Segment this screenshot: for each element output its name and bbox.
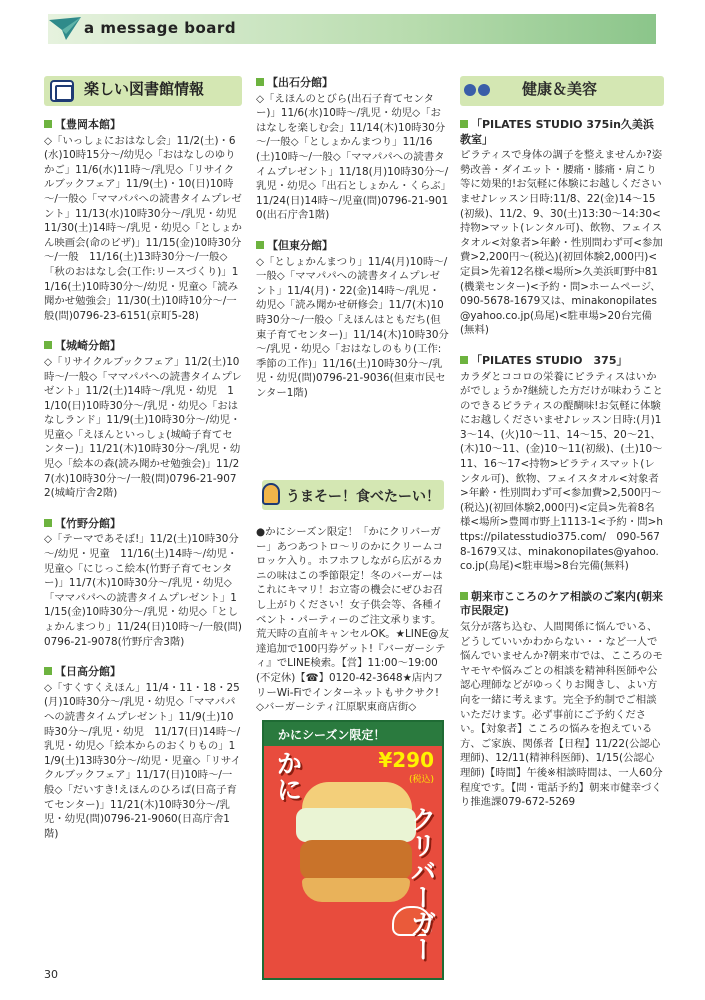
branch-name: 【豊岡本館】 (55, 118, 121, 131)
branch-name: 【城崎分館】 (55, 339, 121, 353)
health-block (460, 590, 664, 810)
ad-banner: かにシーズン限定！ (278, 728, 386, 742)
food-article-text: ●かにシーズン限定！「かにクリバーガー」あつあつトロ～リのかにクリームコロッケ入り。ホフホフしながら広がるカニの味はこの季節限定！冬のバーガーはこれにキマリ！お立寄の機会にぜひお召し上がりください！女子供会等、各種イベント・パーティーのご注文承ります。荒天時の直前キャンセルOK。★LINE@友達追加で100円券ゲット!『バーガーシティ』でLINE検索。【営】11:00～19:00(不定休)【☎】0120-42-3648★店内フリーWi-Fiでインターネットもサクサク! ◇バーガーシティ江原駅東商店街◇ (256, 526, 449, 714)
ad-price-note: (税込) (408, 775, 434, 785)
ad-price: ¥290 (378, 748, 434, 772)
branch-events: ◇「えほんのとびら(出石子育てセンター)」11/6(水)10時～/乳児・幼児◇「おはなしを楽しむ会」11/14(木)10時30分～/一般◇「としょかんまつり」11/16(土)10時～/一般◇「ママパパへの読書タイムプレゼント」11/18(月)10時30分～/乳児・幼児◇「出石としょかん・くらぶ」11/24(日)14時～/児童(問)0796-21-9010(出石庁舎1階) (256, 92, 449, 222)
consult-name: 朝来市こころのケア相談のご案内(朝来市民限定) (460, 589, 664, 618)
consult-details: 気分が落ち込む、人間関係に悩んでいる、どうしていいかわからない・・など一人で悩んでいませんか?朝来市では、こころのモヤモヤや悩みごとの相談を精神科医師や公認心理師などがゆっくりお聞きし、よい方向を一緒に考えます。完全予約制でご相談いただけます。必ず事前にご予約ください。【対象者】こころの悩みを抱えている方、ご家族、関係者【日程】11/22(公認心理師)、12/11(精神科医師)、1/15(公認心理師)【時間】午後※相談時間は、一人60分程度です。【問・電話予約】朝来市健幸づくり推進課079-672-5269 (460, 621, 663, 809)
food-section-header (262, 480, 444, 510)
burger-icon (262, 483, 280, 505)
column-library (44, 76, 248, 857)
green-square-icon (256, 241, 264, 249)
green-square-icon (460, 120, 468, 128)
library-section-header (44, 76, 242, 106)
studio-details: カラダとココロの栄養にピラティスはいかがでしょうか?継続した方だけが味わうことのできるピラティスの醍醐味!お気軽に体験にお越しくださいませ♪レッスン日時:(月)13～14、(火)10～11、14～15、20～21、(木)10～11、(金)10～11(初級)、(土)10～11、16～17<持物>ピラティスマット(レンタル可)、飲物、フェイスタオル<対象者>年齢・性別問わず可<参加費>2,500円～(税込)(初回体験2,000円)<定員>先着8名様<場所>豊岡市野上1113-1<予約・問>https://pilatesstudio375.com/ 090-5678-1679又は、minakonopilates@yahoo.co.jp(鳥尾)<駐車場>8台完備(無料) (460, 370, 663, 573)
burger-bun-bottom (302, 878, 410, 902)
branch-name: 【出石分館】 (267, 76, 333, 89)
green-square-icon (460, 592, 468, 600)
page-header (48, 14, 656, 44)
branch-name: 【日高分館】 (55, 665, 121, 679)
library-block (256, 76, 450, 223)
ad-title-2: クリバーガー (406, 806, 436, 962)
green-square-icon (44, 341, 52, 349)
ad-title-1: かに (272, 750, 302, 802)
green-square-icon (460, 356, 468, 364)
library-block (44, 517, 242, 649)
library-block (44, 665, 242, 841)
burger-patty (300, 840, 412, 880)
header-title: a message board (84, 19, 237, 37)
library-block (256, 239, 450, 401)
paper-plane-icon (48, 16, 82, 42)
library-block (44, 118, 248, 323)
branch-name: 【竹野分館】 (55, 516, 121, 530)
flower-icon (464, 84, 492, 98)
green-square-icon (44, 120, 52, 128)
green-square-icon (44, 519, 52, 527)
page-number: 30 (44, 968, 58, 981)
food-section-title: うまそー！食べたーい！ (286, 489, 440, 505)
library-book-icon (50, 80, 74, 102)
health-section-title: 健康＆美容 (522, 80, 598, 98)
burger-cabbage (296, 808, 416, 842)
library-block (44, 339, 242, 501)
branch-events: ◇「いっしょにおはなし会」11/2(土)・6(水)10時15分～/幼児◇「おはなしのゆりかご」11/6(水)11時～/乳児◇「リサイクルブックフェア」11/9(土)・10(日)10時～/一般◇「ママパパへの読書タイムプレゼント」11/13(水)10時30分～/乳児・幼児 11/30(土)14時～/乳児・幼児◇「としょかん映画会(命のビザ)」11/15(金)10時30分～/一般 11/16(土)13時30分～/一般◇「秋のおはなし会(工作:リースづくり)」11/16(土)10時30分～/幼児・児童◇「読み聞かせ勉強会」11/30(土)10時10分～/一般(問)0796-23-6151(京町5-28) (44, 134, 248, 322)
health-section-header (460, 76, 664, 106)
column-library-cont (256, 76, 450, 416)
branch-name: 【但東分館】 (267, 238, 333, 252)
green-square-icon (256, 78, 264, 86)
column-health (460, 76, 664, 826)
health-block (460, 354, 664, 574)
branch-events: ◇「テーマであそぼ!」11/2(土)10時30分～/幼児・児童 11/16(土)14時～/幼児・児童◇「にじっこ絵本(竹野子育てセンター)」11/7(木)10時30分～/乳児・幼児◇「ママパパへの読書タイムプレゼント」11/15(金)10時30分～/乳児・幼児◇「としょかんまつり」11/24(日)10時～/一般(問)0796-21-9078(竹野庁舎3階) (44, 533, 242, 648)
studio-name: 「PILATES STUDIO 375in久美浜教室」 (460, 118, 654, 146)
branch-events: ◇「すくすくえほん」11/4・11・18・25(月)10時30分～/乳児・幼児◇「ママパパへの読書タイムプレゼント」11/9(土)10時30分～/乳児・幼児 11/17(日)14時～/乳児・幼児◇「絵本からのおくりもの」11/9(土)13時30分～/幼児・児童◇「リサイクルブックフェア」11/17(日)10時～/一般◇「だいすき!えほんのひろば(日高子育てセンター)」11/21(木)10時30分～/乳児・幼児(問)0796-21-9060(日高庁舎1階) (44, 681, 241, 840)
health-block (460, 118, 664, 338)
library-section-title: 楽しい図書館情報 (84, 80, 205, 98)
green-square-icon (44, 667, 52, 675)
studio-details: ピラティスで身体の調子を整えませんか?姿勢改善・ダイエット・腰痛・膝痛・肩こり等に効果的!お気軽に体験にお越しくださいませ♪レッスン日時:11/8、22(金)14～15(初級)、11/2、9、30(土)13:30～14:30<持物>マット(レンタル可)、飲物、フェイスタオル<対象者>年齢・性別問わず可<参加費>2,200円～(税込)(初回体験2,000円)<定員>先着12名様<場所>久美浜町野中81(機業センター)<予約・問>ホームページ、090-5678-1679又は、minakonopilates@yahoo.co.jp(鳥尾)<駐車場>20台完備(無料) (460, 149, 663, 337)
burger-ad-image (262, 720, 444, 980)
branch-events: ◇「リサイクルブックフェア」11/2(土)10時～/一般◇「ママパパへの読書タイムプレゼント」11/2(土)14時～/乳児・幼児 11/10(日)10時30分～/乳児・幼児◇「おはなしランド」11/9(土)10時30分～/幼児・児童◇「えほんといっしょ(城崎子育てセンター)」11/21(木)10時30分～/乳児・幼児◇「絵本の森(読み聞かせ勉強会)」11/27(水)10時30分～/一般(問)0796-21-9072(城崎庁舎2階) (44, 355, 242, 500)
branch-events: ◇「としょかんまつり」11/4(月)10時～/一般◇「ママパパへの読書タイムプレゼント」11/4(月)・22(金)14時～/乳児・幼児◇「読み聞かせ研修会」11/7(木)10時30分～/一般◇「えほんはともだち(但東子育てセンター)」11/14(木)10時30分～/乳児・幼児◇「おはなしのもり(工作:季節の工作)」11/16(土)10時30分～/乳児・幼児(問)0796-21-9036(但東市民センター1階) (256, 255, 449, 399)
food-article (256, 525, 450, 715)
studio-name: 「PILATES STUDIO 375」 (471, 353, 628, 367)
